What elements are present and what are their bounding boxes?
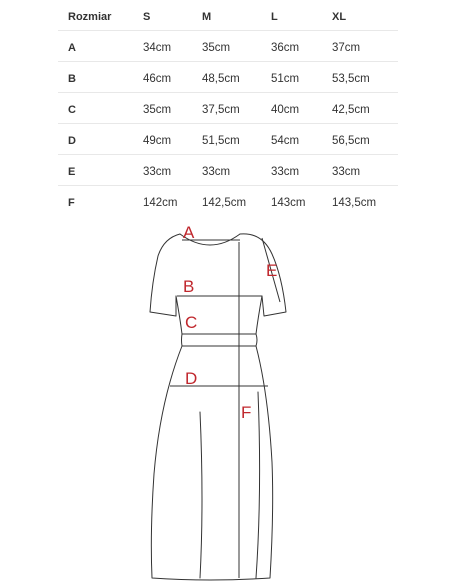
table-row-e <box>58 154 398 185</box>
table-row-d <box>58 123 398 154</box>
label-f: F <box>241 403 252 422</box>
cell-value: 33cm <box>332 166 361 178</box>
row-label: F <box>68 197 75 209</box>
cell-value: 54cm <box>271 135 300 147</box>
cell-value: 48,5cm <box>202 73 240 85</box>
cell-value: 142,5cm <box>202 197 247 209</box>
label-c: C <box>185 313 198 332</box>
cell-value: 33cm <box>271 166 300 178</box>
cell-value: 46cm <box>143 73 172 85</box>
row-label: D <box>68 135 76 147</box>
header-size-m: M <box>202 11 212 23</box>
cell-value: 51,5cm <box>202 135 240 147</box>
cell-value: 34cm <box>143 42 172 54</box>
cell-value: 49cm <box>143 135 172 147</box>
dress-skirt-fold <box>256 392 260 578</box>
cell-value: 51cm <box>271 73 300 85</box>
table-row-c <box>58 92 398 123</box>
dress-bodice-left <box>176 296 182 334</box>
label-b: B <box>183 277 195 296</box>
dress-skirt <box>151 346 272 580</box>
label-a: A <box>183 223 195 242</box>
dress-right-sleeve <box>240 234 286 316</box>
table-row-b <box>58 61 398 92</box>
table-row-a <box>58 30 398 61</box>
cell-value: 37cm <box>332 42 361 54</box>
cell-value: 143cm <box>271 197 306 209</box>
header-size-l: L <box>271 11 278 23</box>
cell-value: 33cm <box>143 166 172 178</box>
cell-value: 37,5cm <box>202 104 240 116</box>
row-label: E <box>68 166 76 178</box>
dress-waistband <box>182 334 258 346</box>
dress-bodice-right <box>256 296 262 334</box>
size-table-header <box>58 0 398 30</box>
cell-value: 42,5cm <box>332 104 370 116</box>
header-size-s: S <box>143 11 151 23</box>
cell-value: 36cm <box>271 42 300 54</box>
header-size-label: Rozmiar <box>68 11 112 23</box>
label-e: E <box>266 261 278 280</box>
row-label: C <box>68 104 76 116</box>
cell-value: 35cm <box>143 104 172 116</box>
cell-value: 142cm <box>143 197 178 209</box>
cell-value: 33cm <box>202 166 231 178</box>
cell-value: 35cm <box>202 42 231 54</box>
dress-skirt-fold <box>200 412 202 578</box>
cell-value: 56,5cm <box>332 135 370 147</box>
dress-measurement-diagram <box>0 212 452 584</box>
cell-value: 143,5cm <box>332 197 377 209</box>
dress-left-sleeve <box>150 234 180 316</box>
size-table <box>58 0 398 216</box>
cell-value: 40cm <box>271 104 300 116</box>
label-d: D <box>185 369 198 388</box>
row-label: A <box>68 42 76 54</box>
cell-value: 53,5cm <box>332 73 370 85</box>
row-label: B <box>68 73 76 85</box>
header-size-xl: XL <box>332 11 347 23</box>
